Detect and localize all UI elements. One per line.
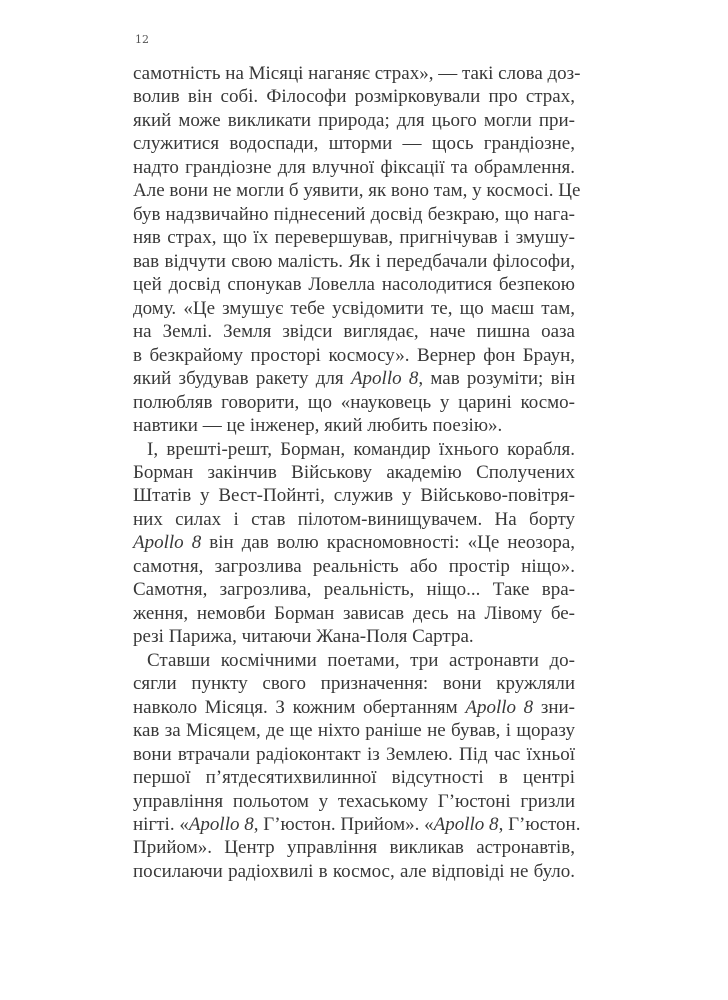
text-segment: Але вони не могли б уявити, як воно там, у космосі. Це <box>133 180 581 202</box>
text-line <box>133 251 575 274</box>
text-line <box>133 650 575 673</box>
text-segment: самотність на Місяці наганяє страх», — такі слова доз- <box>133 63 581 84</box>
text-segment: резі Парижа, читаючи Жана-Поля Сартра. <box>133 626 474 648</box>
text-line <box>133 861 575 884</box>
text-segment: няв страх, що їх перевершував, пригнічував і змушу- <box>133 227 575 249</box>
text-segment: Прийом». Центр управління викликав астронавтів, <box>133 837 575 859</box>
text-segment: зни- <box>533 696 575 718</box>
text-segment: сягли пункту свого призначення: вони кружляли <box>133 673 575 695</box>
text-line <box>133 439 575 462</box>
text-line <box>133 368 575 391</box>
text-segment: Штатів у Вест-Пойнті, служив у Військово-повітря- <box>133 485 575 507</box>
text-line <box>133 227 575 250</box>
text-line <box>133 204 575 227</box>
text-segment: в безкрайому просторі космосу». Вернер фон Браун, <box>133 344 575 366</box>
text-line <box>133 274 575 297</box>
text-line <box>133 509 575 532</box>
italic-text: Apollo 8 <box>465 696 534 718</box>
text-segment: надто грандіозне для влучної фіксації та обрамлення. <box>133 156 575 178</box>
text-line <box>133 462 575 485</box>
text-segment: посилаючи радіохвилі в космос, але відповіді не було. <box>133 860 575 882</box>
text-segment: кав за Місяцем, де ще ніхто раніше не бував, і щоразу <box>133 720 575 742</box>
text-segment: І, врешті-решт, Борман, командир їхнього корабля. <box>147 438 575 460</box>
text-line <box>133 744 575 767</box>
text-line <box>133 180 581 203</box>
text-segment: на Землі. Земля звідси виглядає, наче пишна оаза <box>133 321 575 343</box>
text-segment: них силах і став пілотом-винищувачем. На борту <box>133 508 575 530</box>
text-segment: , Г’юстон. <box>498 814 581 835</box>
text-segment: навтики — це інженер, який любить поезію». <box>133 415 503 437</box>
text-line <box>133 298 575 321</box>
text-segment: Самотня, загрозлива, реальність, ніщо... Таке вра- <box>133 579 575 601</box>
text-line <box>133 485 575 508</box>
text-segment: цей досвід спонукав Ловелла насолодитися безпекою <box>133 274 575 296</box>
text-line <box>133 579 575 602</box>
text-segment: , Г’юстон. Прийом». « <box>253 814 434 835</box>
text-segment: вони втрачали радіоконтакт із Землею. Під час їхньої <box>133 743 575 765</box>
text-segment: полюбляв говорити, що «науковець у царині космо- <box>133 391 575 413</box>
text-line <box>133 626 575 649</box>
text-line <box>133 791 575 814</box>
text-segment: він дав волю красномовності: «Це неозора, <box>201 532 576 554</box>
text-segment: Ставши космічними поетами, три астронавти до- <box>147 649 575 671</box>
text-line <box>133 814 581 837</box>
text-segment: який збудував ракету для <box>133 368 351 390</box>
text-line <box>133 321 575 344</box>
text-line <box>133 837 575 860</box>
text-segment: служитися водоспади, шторми — щось грандіозне, <box>133 133 575 155</box>
text-line <box>133 556 575 579</box>
text-segment: першої п’ятдесятихвилинної відсутності в центрі <box>133 767 575 789</box>
italic-text: Apollo 8 <box>433 814 499 835</box>
text-segment: Борман закінчив Військову академію Сполучених <box>133 461 575 483</box>
text-line <box>133 532 575 555</box>
text-segment: ження, немовби Борман зависав десь на Лівому бе- <box>133 602 575 624</box>
text-line <box>133 133 575 156</box>
text-segment: волив він собі. Філософи розмірковували про страх, <box>133 86 575 108</box>
text-segment: який може викликати природа; для цього могли при- <box>133 109 575 131</box>
italic-text: Apollo 8 <box>133 532 202 554</box>
page-number: 12 <box>135 33 149 46</box>
text-segment: був надзвичайно піднесений досвід безкраю, що нага- <box>133 203 575 225</box>
text-segment: управління польотом у техаському Г’юстоні гризли <box>133 790 575 812</box>
body-text <box>133 63 581 884</box>
text-line <box>133 673 575 696</box>
text-line <box>133 720 575 743</box>
text-segment: навколо Місяця. З кожним обертанням <box>133 696 466 718</box>
text-segment: самотня, загрозлива реальність або простір ніщо». <box>133 555 575 577</box>
italic-text: Apollo 8 <box>350 368 419 390</box>
text-line <box>133 345 575 368</box>
text-line <box>133 415 575 438</box>
text-line <box>133 392 575 415</box>
text-line <box>133 697 575 720</box>
text-segment: нігті. « <box>133 814 189 835</box>
text-line <box>133 63 581 86</box>
italic-text: Apollo 8 <box>188 814 254 835</box>
text-line <box>133 767 575 790</box>
text-line <box>133 86 575 109</box>
text-line <box>133 603 575 626</box>
text-segment: дому. «Це змушує тебе усвідомити те, що маєш там, <box>133 297 575 319</box>
text-segment: , мав розуміти; він <box>418 368 575 390</box>
text-segment: вав відчути свою малість. Як і передбачали філософи, <box>133 250 575 272</box>
text-line <box>133 110 575 133</box>
text-line <box>133 157 575 180</box>
